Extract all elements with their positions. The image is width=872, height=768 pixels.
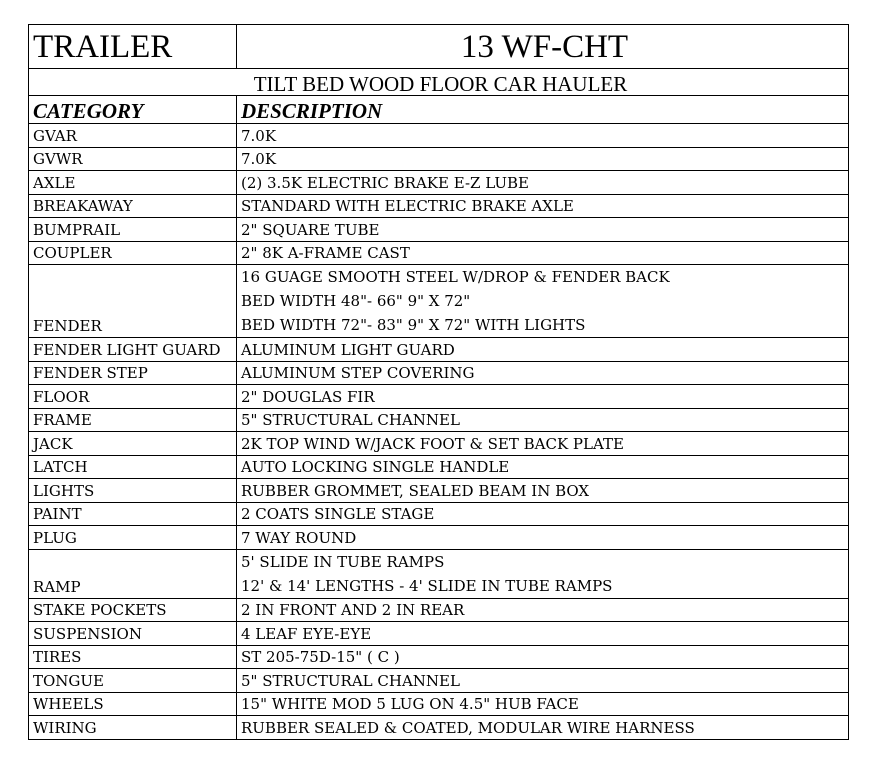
description-cell: 2 IN FRONT AND 2 IN REAR: [237, 598, 849, 622]
description-cell: 2 COATS SINGLE STAGE: [237, 502, 849, 526]
table-row: [29, 526, 849, 550]
description-cell: 7.0K: [237, 147, 849, 171]
table-row: [29, 455, 849, 479]
table-row: [29, 598, 849, 622]
table-row: [29, 432, 849, 456]
subtitle-row: [29, 69, 849, 96]
table-row: [29, 502, 849, 526]
category-cell: FENDER STEP: [29, 361, 237, 385]
description-line: 5' SLIDE IN TUBE RAMPS: [241, 552, 445, 571]
description-cell: AUTO LOCKING SINGLE HANDLE: [237, 455, 849, 479]
subtitle: TILT BED WOOD FLOOR CAR HAULER: [29, 69, 849, 96]
table-row: [29, 147, 849, 171]
table-row: [29, 265, 849, 338]
description-cell: RUBBER GROMMET, SEALED BEAM IN BOX: [237, 479, 849, 503]
description-cell: 2" DOUGLAS FIR: [237, 385, 849, 409]
spec-table: [28, 24, 849, 740]
category-cell: PAINT: [29, 502, 237, 526]
description-cell: 4 LEAF EYE-EYE: [237, 622, 849, 646]
category-cell: RAMP: [29, 549, 237, 598]
category-cell: PLUG: [29, 526, 237, 550]
description-cell: STANDARD WITH ELECTRIC BRAKE AXLE: [237, 194, 849, 218]
table-row: [29, 338, 849, 362]
category-cell: FRAME: [29, 408, 237, 432]
table-row: [29, 218, 849, 242]
table-row: [29, 171, 849, 195]
description-cell: 2" SQUARE TUBE: [237, 218, 849, 242]
description-line: BED WIDTH 72"- 83" 9" X 72" WITH LIGHTS: [241, 316, 586, 334]
description-line: 12' & 14' LENGTHS - 4' SLIDE IN TUBE RAMPS: [241, 576, 613, 595]
table-row: [29, 645, 849, 669]
category-cell: BREAKAWAY: [29, 194, 237, 218]
column-header-description: DESCRIPTION: [237, 96, 849, 124]
description-cell: RUBBER SEALED & COATED, MODULAR WIRE HARNESS: [237, 716, 849, 740]
category-cell: FENDER: [29, 265, 237, 338]
description-cell: 7.0K: [237, 124, 849, 148]
category-cell: BUMPRAIL: [29, 218, 237, 242]
description-cell: 2" 8K A-FRAME CAST: [237, 241, 849, 265]
trailer-label: TRAILER: [29, 25, 237, 69]
description-line: 16 GUAGE SMOOTH STEEL W/DROP & FENDER BACK: [241, 268, 670, 286]
table-row: [29, 241, 849, 265]
category-cell: TIRES: [29, 645, 237, 669]
category-cell: WIRING: [29, 716, 237, 740]
description-cell: [237, 265, 849, 338]
description-line: BED WIDTH 48"- 66" 9" X 72": [241, 292, 471, 310]
category-cell: SUSPENSION: [29, 622, 237, 646]
column-header-category: CATEGORY: [29, 96, 237, 124]
table-row: [29, 361, 849, 385]
category-cell: STAKE POCKETS: [29, 598, 237, 622]
category-cell: AXLE: [29, 171, 237, 195]
table-row: [29, 622, 849, 646]
description-cell: ALUMINUM LIGHT GUARD: [237, 338, 849, 362]
category-cell: TONGUE: [29, 669, 237, 693]
category-cell: FLOOR: [29, 385, 237, 409]
category-cell: FENDER LIGHT GUARD: [29, 338, 237, 362]
table-row: [29, 194, 849, 218]
description-cell: ST 205-75D-15" ( C ): [237, 645, 849, 669]
table-row: [29, 669, 849, 693]
spec-table-body: [29, 25, 849, 740]
category-cell: WHEELS: [29, 692, 237, 716]
description-cell: 7 WAY ROUND: [237, 526, 849, 550]
description-cell: (2) 3.5K ELECTRIC BRAKE E-Z LUBE: [237, 171, 849, 195]
table-row: [29, 692, 849, 716]
description-cell: 15" WHITE MOD 5 LUG ON 4.5" HUB FACE: [237, 692, 849, 716]
table-row: [29, 479, 849, 503]
table-row: [29, 124, 849, 148]
table-row: [29, 385, 849, 409]
column-header-row: [29, 96, 849, 124]
table-row: [29, 408, 849, 432]
description-cell: [237, 549, 849, 598]
category-cell: COUPLER: [29, 241, 237, 265]
description-cell: 5" STRUCTURAL CHANNEL: [237, 669, 849, 693]
model-number: 13 WF-CHT: [237, 25, 849, 69]
table-row: [29, 716, 849, 740]
category-cell: LATCH: [29, 455, 237, 479]
category-cell: LIGHTS: [29, 479, 237, 503]
table-row: [29, 549, 849, 598]
category-cell: GVAR: [29, 124, 237, 148]
description-cell: ALUMINUM STEP COVERING: [237, 361, 849, 385]
category-cell: JACK: [29, 432, 237, 456]
description-cell: 2K TOP WIND W/JACK FOOT & SET BACK PLATE: [237, 432, 849, 456]
title-row: [29, 25, 849, 69]
description-cell: 5" STRUCTURAL CHANNEL: [237, 408, 849, 432]
category-cell: GVWR: [29, 147, 237, 171]
